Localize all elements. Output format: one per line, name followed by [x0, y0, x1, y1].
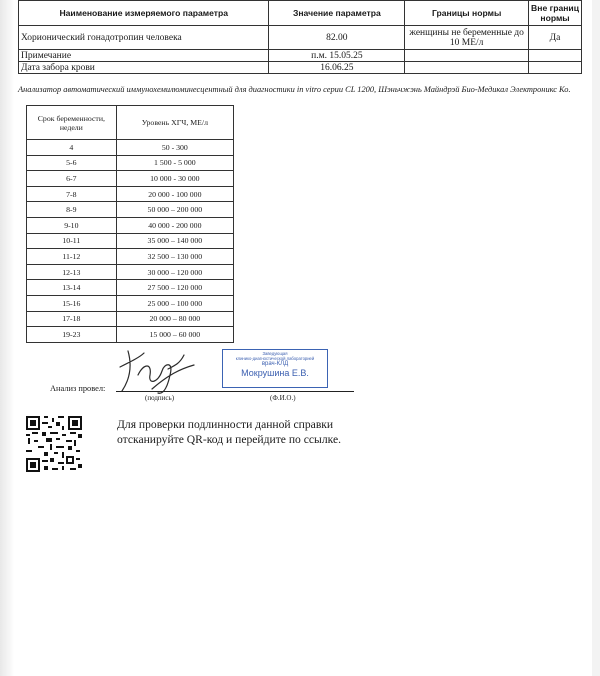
stamp-line-position: врач-КЛД	[261, 361, 289, 367]
row-name: Хорионический гонадотропин человека	[19, 26, 269, 50]
weeks-cell: 5-6	[27, 155, 117, 171]
hcg-range-cell: 30 000 – 120 000	[116, 264, 233, 280]
table-row	[27, 327, 234, 343]
row-norm: женщины не беременные до 10 МЕ/л	[405, 26, 529, 50]
weeks-cell: 4	[27, 140, 117, 156]
table-row	[19, 50, 582, 62]
hcg-range-cell: 25 000 – 100 000	[116, 295, 233, 311]
table-row	[27, 202, 234, 218]
name-caption: (Ф.И.О.)	[270, 394, 296, 402]
signature-line	[116, 391, 354, 392]
norms-header-row	[27, 106, 234, 140]
stamp-line-title: Заведующая	[262, 351, 288, 356]
weeks-cell: 8-9	[27, 202, 117, 218]
weeks-cell: 19-23	[27, 327, 117, 343]
row-norm	[405, 62, 529, 74]
table-row	[27, 233, 234, 249]
hcg-range-cell: 10 000 - 30 000	[116, 171, 233, 187]
analysis-performed-label: Анализ провел:	[50, 384, 106, 393]
results-table	[18, 0, 582, 74]
hcg-range-cell: 1 500 - 5 000	[116, 155, 233, 171]
hcg-range-cell: 50 - 300	[116, 140, 233, 156]
hcg-range-cell: 32 500 – 130 000	[116, 249, 233, 265]
table-row	[27, 295, 234, 311]
header-norm-limits: Границы нормы	[405, 1, 529, 26]
stamp-line-department: клинико-диагностической лабораторией	[235, 356, 315, 361]
header-parameter-name: Наименование измеряемого параметра	[19, 1, 269, 26]
results-header-row	[19, 1, 582, 26]
hcg-range-cell: 50 000 – 200 000	[116, 202, 233, 218]
table-row	[27, 155, 234, 171]
row-flag	[529, 62, 582, 74]
row-flag	[529, 50, 582, 62]
weeks-cell: 15-16	[27, 295, 117, 311]
table-row	[27, 186, 234, 202]
weeks-cell: 6-7	[27, 171, 117, 187]
weeks-cell: 9-10	[27, 217, 117, 233]
table-row	[27, 264, 234, 280]
hcg-range-cell: 40 000 - 200 000	[116, 217, 233, 233]
row-flag: Да	[529, 26, 582, 50]
stamp-line-name: Мокрушина Е.В.	[241, 368, 309, 378]
doctor-stamp	[222, 349, 328, 388]
table-row	[27, 280, 234, 296]
row-value: п.м. 15.05.25	[269, 50, 405, 62]
header-out-of-range: Вне границ нормы	[529, 1, 582, 26]
qr-code-icon[interactable]	[26, 416, 82, 472]
table-row	[27, 311, 234, 327]
row-value: 16.06.25	[269, 62, 405, 74]
row-name: Дата забора крови	[19, 62, 269, 74]
row-name: Примечание	[19, 50, 269, 62]
weeks-cell: 17-18	[27, 311, 117, 327]
header-hcg-level: Уровень ХГЧ, МЕ/л	[116, 106, 233, 140]
hcg-range-cell: 35 000 – 140 000	[116, 233, 233, 249]
verification-text	[117, 417, 341, 447]
weeks-cell: 11-12	[27, 249, 117, 265]
signature-caption: (подпись)	[145, 394, 175, 402]
hcg-range-cell: 15 000 – 60 000	[116, 327, 233, 343]
weeks-cell: 7-8	[27, 186, 117, 202]
hcg-range-cell: 20 000 – 80 000	[116, 311, 233, 327]
weeks-cell: 10-11	[27, 233, 117, 249]
table-row	[27, 217, 234, 233]
handwritten-signature	[118, 345, 198, 397]
table-row	[27, 171, 234, 187]
weeks-cell: 12-13	[27, 264, 117, 280]
table-row	[19, 26, 582, 50]
header-gestation-weeks: Срок беременности, недели	[27, 106, 117, 140]
verification-line-1: Для проверки подлинности данной справки	[117, 418, 334, 431]
header-parameter-value: Значение параметра	[269, 1, 405, 26]
hcg-norms-table	[26, 105, 234, 343]
hcg-range-cell: 27 500 – 120 000	[116, 280, 233, 296]
row-value: 82.00	[269, 26, 405, 50]
table-row	[19, 62, 582, 74]
row-norm	[405, 50, 529, 62]
hcg-range-cell: 20 000 - 100 000	[116, 186, 233, 202]
analyzer-note: Анализатор автоматический иммунохемилюминесцентный для диагностики in vitro серии CL 1200, Шэньчжэнь Майндрэй Био-Медикал Электроникс Ко.	[18, 85, 571, 94]
table-row	[27, 249, 234, 265]
verification-line-2: отсканируйте QR-код и перейдите по ссылке.	[117, 433, 342, 446]
table-row	[27, 140, 234, 156]
photo-right-edge	[592, 0, 600, 676]
weeks-cell: 13-14	[27, 280, 117, 296]
photo-left-edge	[0, 0, 14, 676]
